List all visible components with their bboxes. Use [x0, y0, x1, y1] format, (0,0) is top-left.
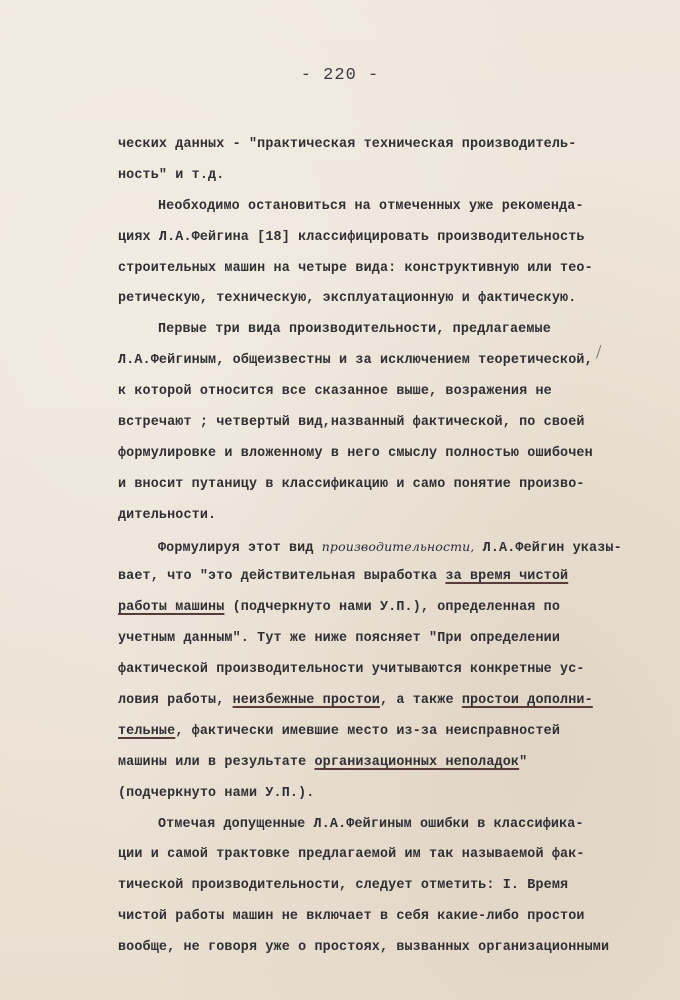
- text-line: [118, 439, 638, 470]
- text-line: [118, 933, 638, 964]
- text-line: [118, 161, 638, 192]
- text-segment: дительности.: [118, 507, 217, 523]
- text-line: [118, 810, 638, 841]
- text-line: [118, 717, 638, 748]
- text-segment: Необходимо остановиться на отмеченных уже рекоменда-: [158, 198, 584, 214]
- text-segment: формулировке и вложенному в него смыслу полностью ошибочен: [118, 445, 593, 461]
- text-line: [118, 902, 638, 933]
- text-segment: ность" и т.д.: [118, 167, 225, 183]
- handwritten-insertion: производительности,: [321, 538, 475, 554]
- underlined-text: неизбежные простои: [232, 693, 380, 709]
- text-segment: строительных машин на четыре вида: конструктивную или тео-: [118, 260, 593, 276]
- text-segment: циях Л.А.Фейгина [18] классифицировать производительность: [118, 229, 585, 245]
- text-segment: фактической производительности учитываются конкретные ус-: [118, 662, 585, 678]
- text-segment: Формулируя этот вид: [158, 540, 322, 556]
- typed-text-body: [118, 130, 638, 964]
- underlined-text: за время чистой: [445, 569, 569, 585]
- text-line: [118, 130, 638, 161]
- page-number: - 220 -: [300, 66, 380, 85]
- text-segment: к которой относится все сказанное выше, возражения не: [118, 384, 552, 400]
- text-line: [118, 748, 638, 779]
- text-segment: встречают ; четвертый вид,названный фактической, по своей: [118, 415, 585, 431]
- text-segment: и вносит путаницу в классификацию и само понятие произво-: [118, 476, 585, 492]
- text-line: [118, 408, 638, 439]
- underlined-text: простои дополни-: [461, 693, 593, 709]
- text-line: [118, 562, 638, 593]
- text-segment: , а также: [379, 693, 462, 709]
- text-segment: (подчеркнуто нами У.П.).: [118, 785, 315, 801]
- text-segment: ловия работы,: [118, 693, 233, 709]
- text-line: [118, 377, 638, 408]
- text-line: [118, 871, 638, 902]
- text-line: [118, 779, 638, 810]
- text-line: [118, 655, 638, 686]
- text-line: [118, 192, 638, 223]
- text-segment: Л.А.Фейгин указы-: [474, 540, 622, 556]
- text-segment: , фактически имевшие место из-за неисправностей: [175, 723, 561, 739]
- text-segment: Л.А.Фейгиным, общеизвестны и за исключением теоретической,: [118, 353, 593, 369]
- text-segment: машины или в результате: [118, 754, 315, 770]
- text-line: [118, 315, 638, 346]
- text-line: [118, 254, 638, 285]
- text-segment: ции и самой трактовке предлагаемой им так называемой фак-: [118, 847, 585, 863]
- text-segment: вообще, не говоря уже о простоях, вызванных организационными: [118, 940, 610, 956]
- text-line: [118, 501, 638, 532]
- text-line: [118, 593, 638, 624]
- text-segment: Отмечая допущенные Л.А.Фейгиным ошибки в классифика-: [158, 816, 584, 832]
- text-line: [118, 346, 638, 377]
- text-line: [118, 686, 638, 717]
- underlined-text: организационных неполадок: [314, 754, 520, 770]
- text-segment: вает, что "это действительная выработка: [118, 569, 446, 585]
- text-segment: (подчеркнуто нами У.П.), определенная по: [224, 600, 561, 616]
- text-line: [118, 624, 638, 655]
- text-segment: ретическую, техническую, эксплуатационную и фактическую.: [118, 291, 577, 307]
- underlined-text: тельные: [118, 723, 176, 739]
- text-line: [118, 284, 638, 315]
- text-line: [118, 470, 638, 501]
- text-line: [118, 840, 638, 871]
- text-segment: Первые три вида производительности, предлагаемые: [158, 322, 551, 338]
- text-segment: чистой работы машин не включает в себя какие-либо простои: [118, 909, 585, 925]
- text-segment: учетным данным". Тут же ниже поясняет "При определении: [118, 631, 561, 647]
- text-line: [118, 532, 638, 563]
- text-segment: ": [519, 754, 528, 770]
- text-line: [118, 223, 638, 254]
- underlined-text: работы машины: [118, 600, 225, 616]
- text-segment: ческих данных - "практическая техническая производитель-: [118, 137, 577, 152]
- text-segment: тической производительности, следует отметить: I. Время: [118, 878, 569, 894]
